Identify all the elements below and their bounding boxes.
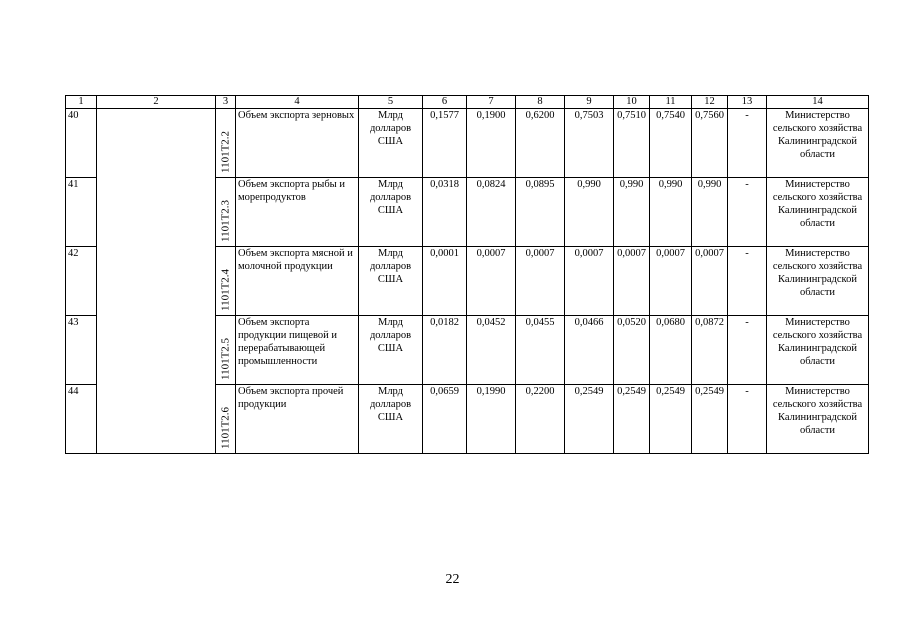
indicator-code (216, 247, 236, 316)
column-header: 9 (565, 96, 614, 109)
value-cell: 0,0520 (614, 316, 650, 385)
responsible-org: Министерство сельского хозяйства Калининградской области (767, 247, 869, 316)
value-cell: 0,7510 (614, 109, 650, 178)
column-header: 7 (467, 96, 516, 109)
column-header: 14 (767, 96, 869, 109)
indicator-code-text: 1101T2.2 (219, 130, 231, 173)
responsible-org: Министерство сельского хозяйства Калининградской области (767, 316, 869, 385)
row-number: 42 (66, 247, 97, 316)
indicator-name: Объем экспорта прочей продукции (236, 385, 359, 454)
value-cell: 0,2200 (516, 385, 565, 454)
unit-cell: Млрд долларов США (359, 385, 423, 454)
row-number: 41 (66, 178, 97, 247)
value-cell: 0,0872 (692, 316, 728, 385)
dash-cell: - (728, 178, 767, 247)
responsible-org: Министерство сельского хозяйства Калининградской области (767, 385, 869, 454)
value-cell: 0,0007 (650, 247, 692, 316)
value-cell: 0,2549 (650, 385, 692, 454)
value-cell: 0,2549 (692, 385, 728, 454)
column-header: 1 (66, 96, 97, 109)
row-number: 43 (66, 316, 97, 385)
value-cell: 0,7503 (565, 109, 614, 178)
value-cell: 0,0007 (692, 247, 728, 316)
value-cell: 0,1577 (423, 109, 467, 178)
indicator-name: Объем экспорта продукции пищевой и перерабатывающей промышленности (236, 316, 359, 385)
dash-cell: - (728, 316, 767, 385)
value-cell: 0,1900 (467, 109, 516, 178)
value-cell: 0,6200 (516, 109, 565, 178)
value-cell: 0,2549 (614, 385, 650, 454)
column-header: 12 (692, 96, 728, 109)
value-cell: 0,0007 (467, 247, 516, 316)
column-header: 10 (614, 96, 650, 109)
responsible-org: Министерство сельского хозяйства Калининградской области (767, 178, 869, 247)
indicator-code (216, 109, 236, 178)
value-cell: 0,0001 (423, 247, 467, 316)
value-cell: 0,0452 (467, 316, 516, 385)
value-cell: 0,990 (614, 178, 650, 247)
indicator-code (216, 316, 236, 385)
value-cell: 0,7540 (650, 109, 692, 178)
unit-cell: Млрд долларов США (359, 316, 423, 385)
value-cell: 0,0659 (423, 385, 467, 454)
value-cell: 0,0466 (565, 316, 614, 385)
column-header: 11 (650, 96, 692, 109)
header-row (66, 96, 869, 109)
indicator-name: Объем экспорта рыбы и морепродуктов (236, 178, 359, 247)
table-row (66, 109, 869, 178)
unit-cell: Млрд долларов США (359, 247, 423, 316)
column-header: 8 (516, 96, 565, 109)
indicator-code (216, 178, 236, 247)
column-header: 3 (216, 96, 236, 109)
value-cell: 0,0007 (614, 247, 650, 316)
value-cell: 0,7560 (692, 109, 728, 178)
indicator-name: Объем экспорта мясной и молочной продукции (236, 247, 359, 316)
indicators-table (65, 95, 869, 454)
value-cell: 0,0895 (516, 178, 565, 247)
value-cell: 0,0680 (650, 316, 692, 385)
value-cell: 0,0007 (516, 247, 565, 316)
value-cell: 0,2549 (565, 385, 614, 454)
value-cell: 0,990 (692, 178, 728, 247)
indicator-code-text: 1101T2.6 (219, 406, 231, 449)
value-cell: 0,0182 (423, 316, 467, 385)
dash-cell: - (728, 247, 767, 316)
responsible-org: Министерство сельского хозяйства Калининградской области (767, 109, 869, 178)
page-number: 22 (445, 572, 460, 587)
column-header: 4 (236, 96, 359, 109)
dash-cell: - (728, 109, 767, 178)
value-cell: 0,0318 (423, 178, 467, 247)
merged-empty-cell (97, 109, 216, 454)
indicator-code-text: 1101T2.5 (219, 337, 231, 380)
column-header: 5 (359, 96, 423, 109)
column-header: 6 (423, 96, 467, 109)
value-cell: 0,0824 (467, 178, 516, 247)
value-cell: 0,1990 (467, 385, 516, 454)
value-cell: 0,0007 (565, 247, 614, 316)
value-cell: 0,990 (565, 178, 614, 247)
value-cell: 0,0455 (516, 316, 565, 385)
value-cell: 0,990 (650, 178, 692, 247)
unit-cell: Млрд долларов США (359, 109, 423, 178)
row-number: 40 (66, 109, 97, 178)
dash-cell: - (728, 385, 767, 454)
row-number: 44 (66, 385, 97, 454)
indicator-code-text: 1101T2.4 (219, 268, 231, 311)
unit-cell: Млрд долларов США (359, 178, 423, 247)
column-header: 13 (728, 96, 767, 109)
indicator-name: Объем экспорта зерновых (236, 109, 359, 178)
indicator-code (216, 385, 236, 454)
column-header: 2 (97, 96, 216, 109)
indicator-code-text: 1101T2.3 (219, 199, 231, 242)
